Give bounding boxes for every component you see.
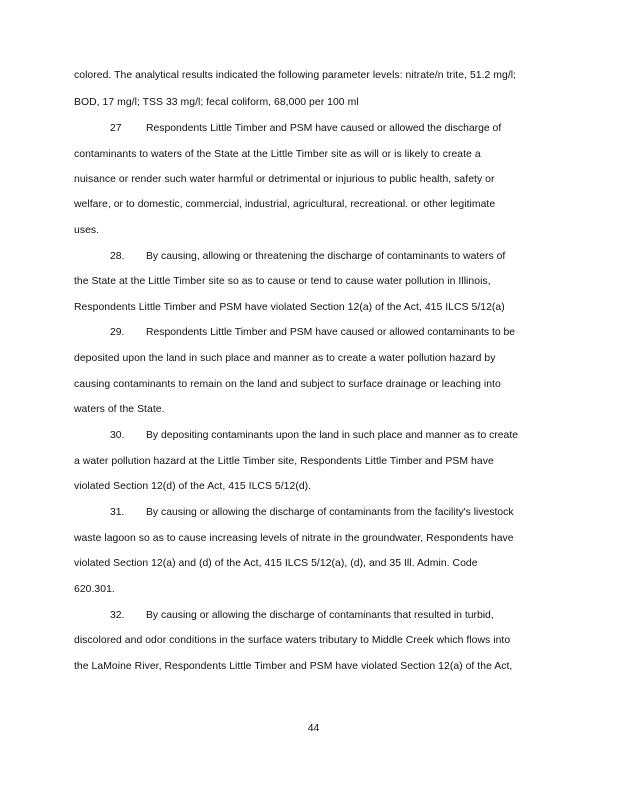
paragraph-first-line: By causing or allowing the discharge of contaminants that resulted in turbid, (146, 610, 494, 621)
text-line: waste lagoon so as to cause increasing levels of nitrate in the groundwater, Respondents have (74, 533, 514, 544)
text-line: 620.301. (74, 584, 115, 595)
text-line: Respondents Little Timber and PSM have violated Section 12(a) of the Act, 415 ILCS 5/12(a) (74, 302, 505, 313)
paragraph-number: 27 (110, 123, 122, 134)
text-line: the LaMoine River, Respondents Little Timber and PSM have violated Section 12(a) of the Act, (74, 661, 513, 672)
text-line: BOD, 17 mg/l; TSS 33 mg/l; fecal coliform, 68,000 per 100 ml (74, 97, 359, 108)
text-line: deposited upon the land in such place and manner as to create a water pollution hazard by (74, 353, 496, 364)
text-line: welfare, or to domestic, commercial, industrial, agricultural, recreational. or other legitimate (74, 199, 496, 210)
text-line: the State at the Little Timber site so as to cause or tend to cause water pollution in Illinois, (74, 276, 491, 287)
text-line: nuisance or render such water harmful or detrimental or injurious to public health, safety or (74, 174, 495, 185)
text-line: violated Section 12(d) of the Act, 415 ILCS 5/12(d). (74, 481, 312, 492)
text-line: contaminants to waters of the State at the Little Timber site as will or is likely to create a (74, 149, 481, 160)
paragraph-first-line: By causing or allowing the discharge of contaminants from the facility's livestock (146, 507, 514, 518)
text-line: a water pollution hazard at the Little Timber site, Respondents Little Timber and PSM have (74, 456, 494, 467)
text-line: discolored and odor conditions in the surface waters tributary to Middle Creek which flows into (74, 635, 511, 646)
paragraph-number: 29. (110, 327, 125, 338)
paragraph-number: 28. (110, 251, 125, 262)
page-number: 44 (307, 723, 320, 734)
text-line: uses. (74, 225, 100, 236)
paragraph-first-line: Respondents Little Timber and PSM have caused or allowed the discharge of (146, 123, 502, 134)
paragraph-first-line: By depositing contaminants upon the land in such place and manner as to create (146, 430, 518, 441)
paragraph-first-line: Respondents Little Timber and PSM have caused or allowed contaminants to be (146, 327, 516, 338)
text-line: causing contaminants to remain on the land and subject to surface drainage or leaching into (74, 379, 501, 390)
paragraph-first-line: By causing, allowing or threatening the discharge of contaminants to waters of (146, 251, 506, 262)
text-line: waters of the State. (74, 404, 165, 415)
text-line: colored. The analytical results indicated the following parameter levels: nitrate/n trite, 51.2 mg/l; (74, 70, 517, 81)
text-line: violated Section 12(a) and (d) of the Act, 415 ILCS 5/12(a), (d), and 35 Ill. Admin. Code (74, 558, 478, 569)
paragraph-number: 30. (110, 430, 125, 441)
paragraph-number: 31. (110, 507, 125, 518)
paragraph-number: 32. (110, 610, 125, 621)
